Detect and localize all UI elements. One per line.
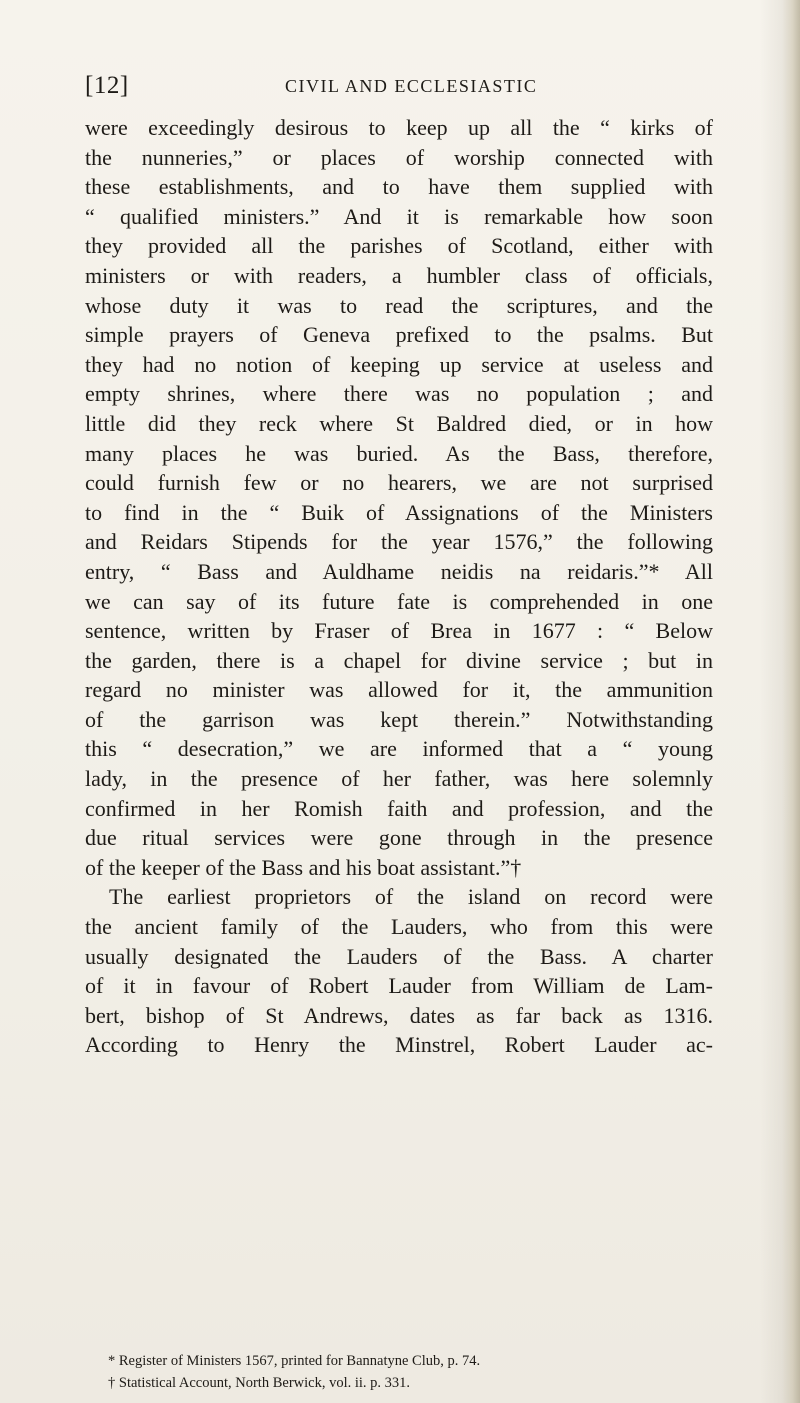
text-line: According to Henry the Minstrel, Robert Lauder ac- [85,1032,713,1058]
page-header [85,72,725,112]
text-line: usually designated the Lauders of the Bass. A charter [85,943,713,969]
text-line: many places he was buried. As the Bass, therefore, [85,440,713,466]
text-line: ministers or with readers, a humbler class of officials, [85,262,713,288]
text-line: could furnish few or no hearers, we are not surprised [85,470,713,496]
text-line: lady, in the presence of her father, was here solemnly [85,766,713,792]
text-line: entry, “ Bass and Auldhame neidis na reidaris.”* All [85,558,713,584]
text-line: empty shrines, where there was no population ; and [85,381,713,407]
text-line: bert, bishop of St Andrews, dates as far back as 1316. [85,1002,713,1028]
text-line: we can say of its future fate is comprehended in one [85,588,713,614]
text-line-paragraph-start: The earliest proprietors of the island on record were [109,884,713,910]
text-line: of the garrison was kept therein.” Notwithstanding [85,706,713,732]
text-line: little did they reck where St Baldred died, or in how [85,410,713,436]
text-line: these establishments, and to have them supplied with [85,174,713,200]
text-line: whose duty it was to read the scriptures, and the [85,292,713,318]
text-line: due ritual services were gone through in the presence [85,825,713,851]
footnote: * Register of Ministers 1567, printed for Bannatyne Club, p. 74. [108,1353,481,1369]
text-line: of it in favour of Robert Lauder from William de Lam- [85,973,713,999]
text-line: simple prayers of Geneva prefixed to the psalms. But [85,322,713,348]
text-line: were exceedingly desirous to keep up all the “ kirks of [85,115,713,140]
text-line: this “ desecration,” we are informed that a “ young [85,736,713,762]
text-line: the ancient family of the Lauders, who from this were [85,914,713,940]
page-edge-shadow [782,0,800,1403]
body-text [85,113,713,1060]
text-line: sentence, written by Fraser of Brea in 1677 : “ Below [85,618,713,644]
text-line: and Reidars Stipends for the year 1576,” the following [85,529,713,555]
text-line: the nunneries,” or places of worship connected with [85,144,713,170]
text-line: “ qualified ministers.” And it is remarkable how soon [85,203,713,229]
text-line: regard no minister was allowed for it, the ammunition [85,677,713,703]
page-number: [12] [85,72,129,99]
text-line: they provided all the parishes of Scotland, either with [85,233,713,259]
text-line: they had no notion of keeping up service at useless and [85,351,713,377]
text-line: the garden, there is a chapel for divine service ; but in [85,647,713,673]
running-head: CIVIL AND ECCLESIASTIC [285,76,538,96]
text-line: confirmed in her Romish faith and profession, and the [85,795,713,821]
footnotes [108,1350,728,1394]
text-line: to find in the “ Buik of Assignations of the Ministers [85,499,713,525]
text-line: of the keeper of the Bass and his boat assistant.”† [85,854,522,880]
footnote: † Statistical Account, North Berwick, vol. ii. p. 331. [108,1375,411,1391]
